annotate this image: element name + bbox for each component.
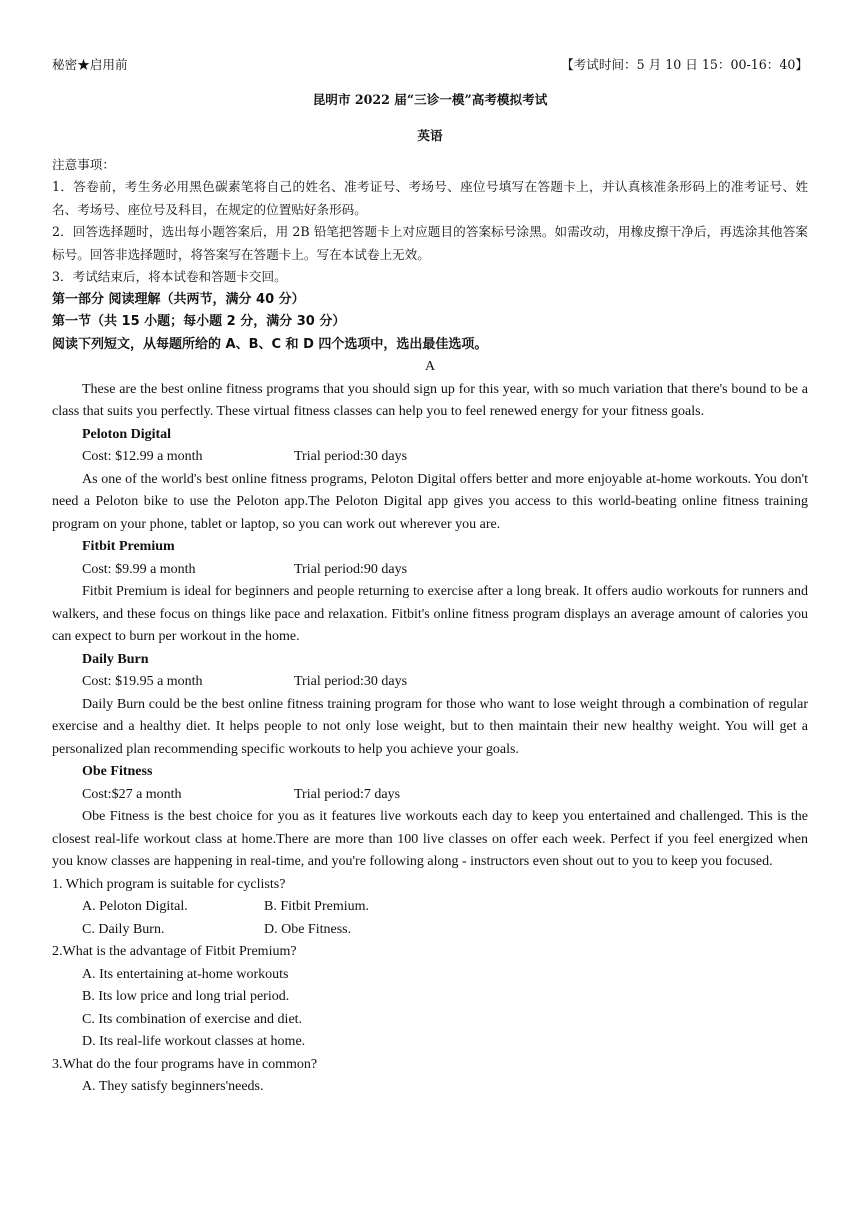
instruction: 阅读下列短文，从每题所给的 A、B、C 和 D 四个选项中，选出最佳选项。 bbox=[52, 336, 488, 352]
program-name: Daily Burn bbox=[82, 651, 149, 667]
option-a: A. They satisfy beginners'needs. bbox=[82, 1079, 264, 1094]
option-d: D. Its real-life workout classes at home. bbox=[82, 1034, 306, 1049]
program-cost: Cost: $19.95 a month bbox=[82, 674, 203, 689]
program-pricing bbox=[52, 446, 808, 469]
program-cost: Cost: $9.99 a month bbox=[82, 561, 196, 577]
question-stem: 2.What is the advantage of Fitbit Premium? bbox=[52, 944, 297, 959]
program-description: Fitbit Premium is ideal for beginners and people returning to exercise after a long break. It offers audio workouts for runners and walkers, and these focus on things like pace and relaxation. Fitbit's online fitness program displays an average amount of calories you can expect to burn per workout in the home. bbox=[52, 584, 808, 644]
note-item: 2．回答选择题时，选出每小题答案后，用 2B 铅笔把答题卡上对应题目的答案标号涂黑。如需改动，用橡皮擦干净后，再选涂其他答案标号。回答非选择题时，将答案写在答题卡上。写在本试卷上无效。 bbox=[52, 224, 808, 262]
option-d: D. Obe Fitness. bbox=[264, 921, 352, 937]
option-c: C. Its combination of exercise and diet. bbox=[82, 1011, 303, 1027]
program-trial: Trial period:30 days bbox=[294, 674, 408, 689]
page-header bbox=[52, 54, 808, 77]
note-item: 1．答卷前，考生务必用黑色碳素笔将自己的姓名、准考证号、考场号、座位号填写在答题卡上，并认真核准条形码上的准考证号、姓名、考场号、座位号及科目，在规定的位置贴好条形码。 bbox=[52, 179, 808, 217]
notes-heading: 注意事项： bbox=[52, 156, 115, 172]
passage-intro: These are the best online fitness programs that you should sign up for this year, with so much variation that there's bound to be a class that suits you perfectly. These virtual fitness classes can help you to feel renewed energy for your fitness goals. bbox=[52, 381, 808, 419]
option-a: A. Its entertaining at-home workouts bbox=[82, 966, 289, 982]
program-cost: Cost: $12.99 a month bbox=[82, 449, 203, 464]
program-description: As one of the world's best online fitness programs, Peloton Digital offers better and more enjoyable at-home workouts. You don't need a Peloton bike to use the Peloton app.The Peloton Digital app gives you access to this world-beating online fitness training program on your phone, tablet or laptop, so you can work out wherever you are. bbox=[52, 471, 808, 532]
program-name: Fitbit Premium bbox=[82, 539, 175, 554]
option-a: A. Peloton Digital. bbox=[82, 899, 188, 914]
option-c: C. Daily Burn. bbox=[82, 921, 165, 937]
program-trial: Trial period:30 days bbox=[294, 449, 408, 464]
question-stem: 3.What do the four programs have in common? bbox=[52, 1056, 318, 1072]
option-row bbox=[52, 896, 808, 919]
option-b: B. Its low price and long trial period. bbox=[82, 989, 290, 1004]
program-pricing bbox=[52, 559, 808, 582]
note-item: 3．考试结束后，将本试卷和答题卡交回。 bbox=[52, 269, 287, 284]
program-pricing bbox=[52, 671, 808, 694]
passage-label: A bbox=[424, 359, 436, 374]
option-b: B. Fitbit Premium. bbox=[264, 899, 370, 914]
program-name: Obe Fitness bbox=[82, 764, 153, 779]
exam-subject: 英语 bbox=[417, 128, 443, 143]
confidential-mark: 秘密★启用前 bbox=[52, 57, 128, 72]
option-row bbox=[52, 919, 808, 942]
program-description: Daily Burn could be the best online fitness training program for those who want to lose weight through a combination of regular exercise and a healthy diet. It helps people to not only lose weight, but to then maintain their new healthy weight. You will get a personalized plan recommending specific workouts to help you achieve your goals. bbox=[52, 696, 808, 757]
program-cost: Cost:$27 a month bbox=[82, 786, 182, 802]
question-stem: 1. Which program is suitable for cyclists? bbox=[52, 876, 286, 892]
exam-time: 【考试时间：5 月 10 日 15：00-16：40】 bbox=[561, 57, 808, 72]
program-trial: Trial period:7 days bbox=[294, 786, 401, 802]
section-heading: 第一节（共 15 小题；每小题 2 分，满分 30 分） bbox=[52, 314, 346, 329]
part-heading: 第一部分 阅读理解（共两节，满分 40 分） bbox=[52, 291, 305, 307]
exam-title: 昆明市 2022 届“三诊一模”高考模拟考试 bbox=[312, 91, 548, 107]
program-name: Peloton Digital bbox=[82, 426, 172, 442]
program-trial: Trial period:90 days bbox=[294, 561, 408, 577]
program-description: Obe Fitness is the best choice for you as it features live workouts each day to keep you entertained and challenged. This is the closest real-life workout class at home.There are more than 100 live classes on offer each week. Perfect if you feel energized when you know classes are happening in real-time, and you're following along - instructors even shout out to you to keep you focused. bbox=[52, 809, 808, 869]
program-pricing bbox=[52, 784, 808, 807]
